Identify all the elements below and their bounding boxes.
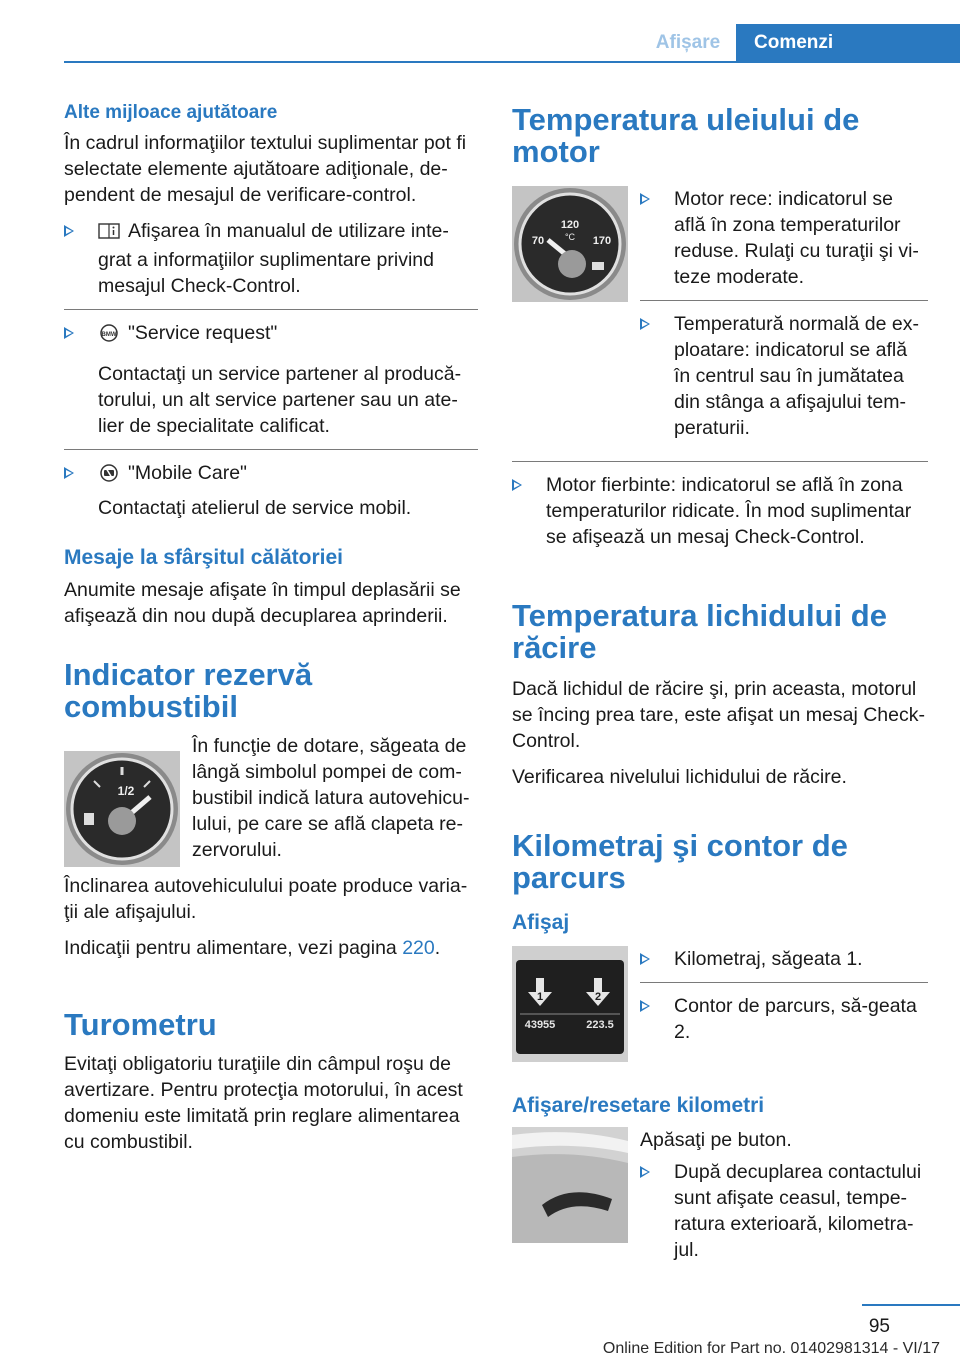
odo-arrow-1-label: 1 [536,991,544,1003]
bullet-arrow-icon [640,953,650,965]
header-tab-active[interactable]: Comenzi [736,24,960,62]
odo-bullets [640,946,928,1055]
bullet-arrow-icon [64,327,74,339]
fuel-text-3-suffix: . [434,937,441,959]
fuel-text-3 [64,935,478,961]
reset-bullets [640,1159,928,1273]
oil-bullet-hot: Motor fierbinte: indicatorul se află în zona temperaturilor ridicate. În mod suplimentar se afişează un mesaj Check-Control. [512,472,928,560]
page-number: 95 [868,1316,890,1337]
aids-item-service[interactable] [64,320,478,450]
tach-heading: Turometru [64,1007,217,1042]
oil-full-bullets [512,472,928,560]
bullet-arrow-icon [512,479,522,491]
reset-figure-row [512,1127,928,1283]
oil-gauge-image [512,186,628,302]
coolant-heading: Temperatura lichidului de răcire [512,598,887,665]
aids-text: În cadrul informaţiilor textului suplimentar pot fi selectate elemente ajutătoare adiţionale, de-pendent de mesajul de verificare-control. [64,132,467,206]
edition-note: Online Edition for Part no. 01402981314 - VI/17 [602,1340,940,1357]
odo-figure-text [640,946,928,1065]
right-column [512,100,928,1283]
reset-bullet-1: După decuplarea contactului sunt afişate ceasul, tempe-ratura exterioară, kilometra-jul. [640,1159,928,1273]
left-column [64,100,478,1165]
reset-text: Apăsaţi pe buton. [640,1129,792,1151]
reset-heading: Afişare/resetare kilometri [512,1094,765,1117]
aids-item-text: Afişarea în manualul de utilizare inte-grat a informaţiilor suplimentare privind mesajul Check-Control. [98,220,449,297]
oil-figure-row [512,186,928,461]
tach-text: Evitaţi obligatoriu turaţiile din câmpul roşu de avertizare. Pentru protecţia motorului, în acest domeniu este limitată prin reglare alimentarea cu combustibil. [64,1053,463,1153]
coolant-text-2: Verificarea nivelului lichidului de răcire. [512,766,847,788]
bullet-arrow-icon [640,318,650,330]
mobile-care-label: "Mobile Care" [128,462,247,484]
bullet-arrow-icon [64,467,74,479]
oil-label-unit: °C [564,232,576,242]
reset-button-image [512,1127,628,1243]
aids-item-manual[interactable] [64,218,478,310]
fuel-text-3-prefix: Indicaţii pentru alimentare, vezi pagina [64,937,403,959]
mobile-care-icon [98,463,120,489]
header-tab-section[interactable]: Afișare [655,32,721,53]
fuel-figure-row [64,733,478,867]
fuel-figure-text: În funcţie de dotare, săgeata de lângă simbolul pompei de com-bustibil indică latura autovehicu-lului, pe care se află clapeta re-zervorului. [192,735,470,861]
oil-label-mid: 120 [560,219,580,231]
mobile-care-text: Contactaţi atelierul de service mobil. [98,497,412,519]
odo-figure-row [512,946,928,1065]
oil-heading: Temperatura uleiului de motor [512,102,860,169]
fuel-text-2: Înclinarea autovehiculului poate produce varia-ţii ale afişajului. [64,875,468,923]
bullet-arrow-icon [640,1166,650,1178]
fuel-gauge-image [64,751,180,867]
odo-value-2: 223.5 [586,1019,614,1031]
oil-label-right: 170 [592,235,612,247]
service-request-label: "Service request" [128,322,278,344]
fuel-page-link[interactable]: 220 [402,937,435,959]
odo-bullet-1: Kilometraj, săgeata 1. [640,946,928,983]
oil-full-bullets-wrap [512,461,928,560]
bullet-arrow-icon [64,225,74,237]
odo-bullet-2: Contor de parcurs, să-geata 2. [640,993,928,1055]
oil-bullet-cold: Motor rece: indicatorul se află în zona temperaturilor reduse. Rulaţi cu turaţii şi vi-teze moderate. [640,186,928,301]
oil-fig-bullets [640,186,928,451]
fuel-heading: Indicator rezervă combustibil [64,657,313,724]
aids-heading: Alte mijloace ajutătoare [64,102,278,123]
oil-bullet-normal: Temperatură normală de ex-ploatare: indicatorul se află în centrul sau în jumătatea din stânga a afişajului tem-peraturii. [640,311,928,451]
odo-arrow-2-label: 2 [594,991,602,1003]
bullet-arrow-icon [640,193,650,205]
odo-display-image [512,946,628,1062]
oil-figure-text [640,186,928,461]
fuel-gauge-label: 1/2 [117,784,135,798]
aids-list [64,218,478,531]
oil-label-left: 70 [531,235,545,247]
aids-item-mobile-care[interactable] [64,460,478,531]
manual-icon [98,221,120,247]
svg-text:BMW: BMW [101,332,117,338]
trip-end-heading: Mesaje la sfârşitul călătoriei [64,546,343,569]
odo-value-1: 43955 [524,1019,556,1031]
coolant-text-1: Dacă lichidul de răcire şi, prin aceasta, motorul se încing prea tare, este afişat un mesaj Check-Control. [512,678,925,752]
odo-heading: Kilometraj şi contor de parcurs [512,828,848,895]
reset-figure-text [640,1127,928,1283]
header-rule [64,61,960,63]
trip-end-text: Anumite mesaje afişate în timpul deplasării se afişează din nou după decuplarea aprinderii. [64,579,461,627]
footer-rule [862,1304,960,1306]
odo-sub-heading: Afişaj [512,911,570,934]
service-request-text: Contactaţi un service partener al producă-torului, un alt service partener sau un ate-lier de specialitate calificat. [98,363,462,437]
bullet-arrow-icon [640,1000,650,1012]
bmw-service-icon [98,323,120,349]
